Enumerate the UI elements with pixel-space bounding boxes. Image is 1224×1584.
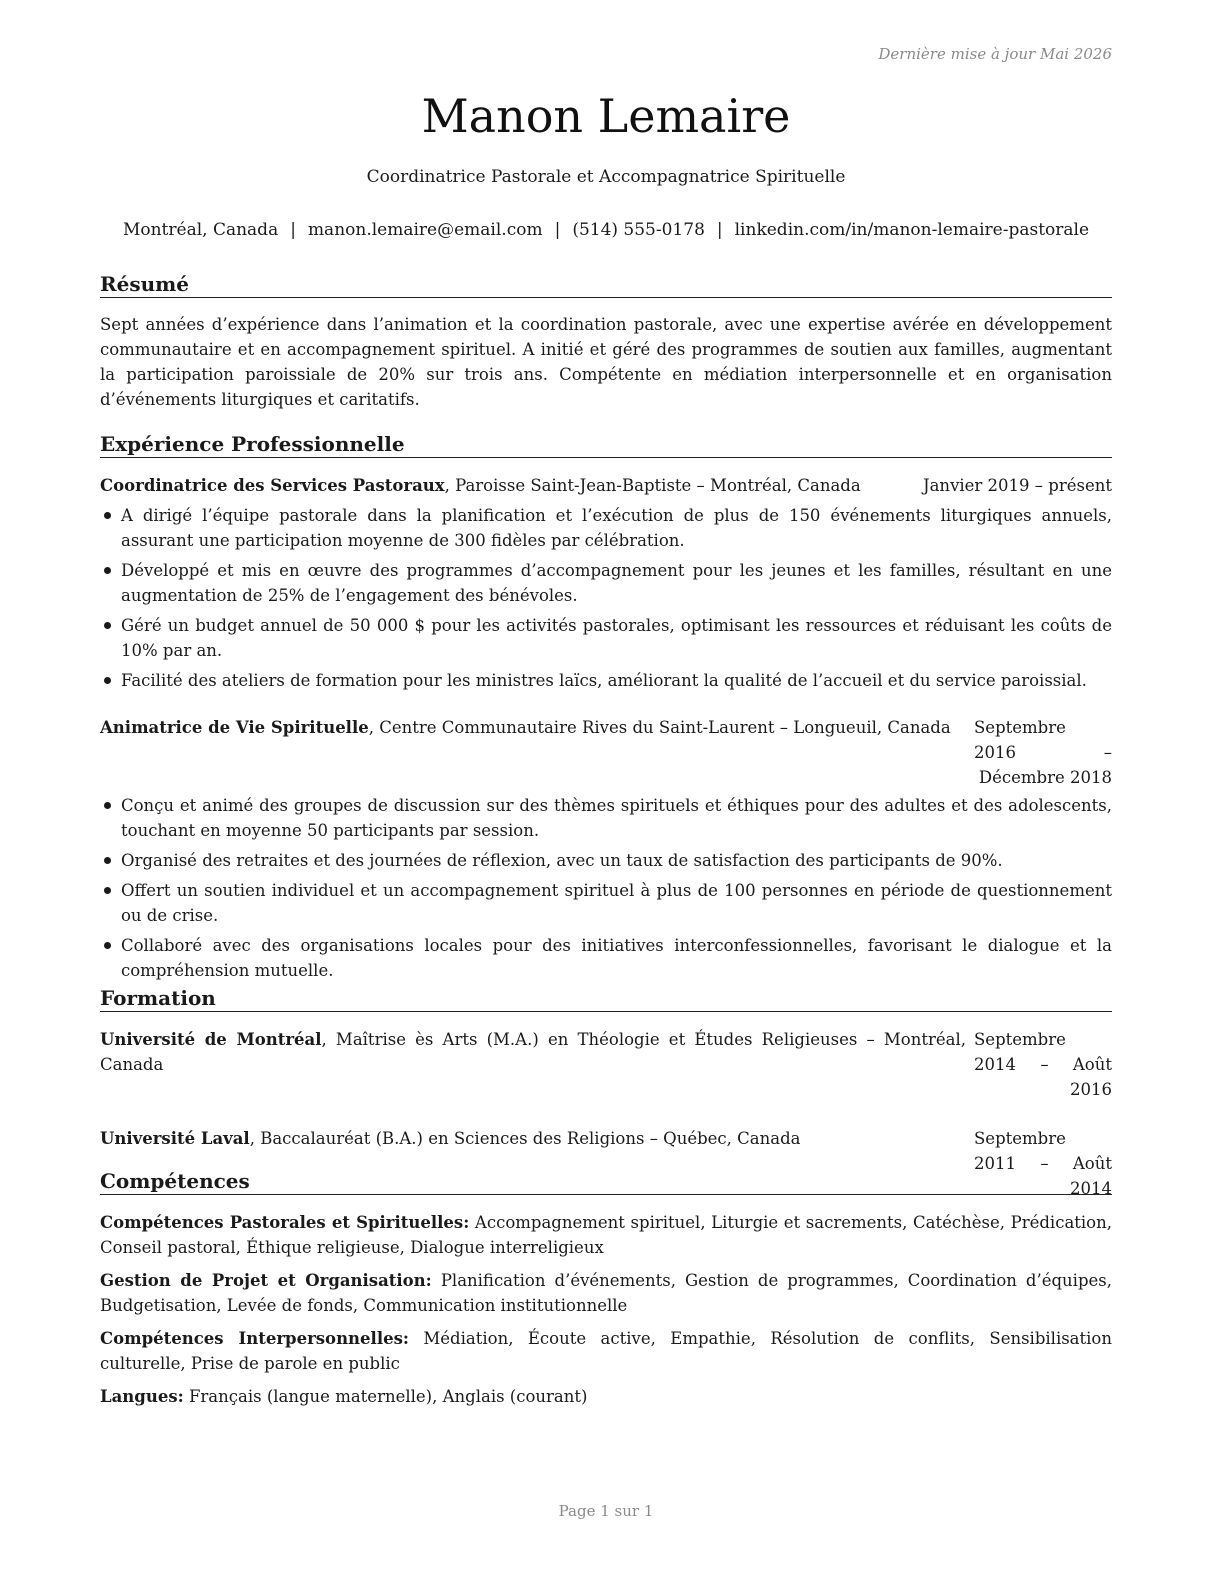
education-heading: Formation <box>100 986 1112 1012</box>
job-bullets <box>100 503 1112 693</box>
contact-phone: (514) 555-0178 <box>572 220 705 240</box>
education-dates: Septembre 2011 – Août 2014 <box>974 1129 1112 1198</box>
skill-group-items: Français (langue maternelle), Anglais (courant) <box>183 1387 588 1406</box>
job-role: Coordinatrice des Services Pastoraux <box>100 476 445 495</box>
education-entry <box>100 1027 1112 1102</box>
list-item: Offert un soutien individuel et un accompagnement spirituel à plus de 100 personnes en période de questionnement ou de crise. <box>100 878 1112 928</box>
list-item: Organisé des retraites et des journées de réflexion, avec un taux de satisfaction des participants de 90%. <box>100 848 1112 873</box>
contact-separator: | <box>554 220 561 240</box>
skill-group-items: Médiation, Écoute active, Empathie, Résolution de conflits, Sensibilisation culturelle, Prise de parole en public <box>100 1329 1112 1373</box>
list-item: A dirigé l’équipe pastorale dans la planification et l’exécution de plus de 150 événements liturgiques annuels, assurant une participation moyenne de 300 fidèles par célébration. <box>100 503 1112 553</box>
skill-group-label: Langues: <box>100 1387 184 1406</box>
skill-group <box>100 1268 1112 1318</box>
job-organization: , Centre Communautaire Rives du Saint-Laurent – Longueuil, Canada <box>368 718 951 737</box>
contact-line <box>100 220 1112 240</box>
skill-group-label: Gestion de Projet et Organisation: <box>100 1271 432 1290</box>
contact-location: Montréal, Canada <box>122 220 279 240</box>
candidate-title: Coordinatrice Pastorale et Accompagnatrice Spirituelle <box>366 167 846 187</box>
education-school: Université Laval <box>100 1129 250 1148</box>
resume-page <box>100 0 1112 1584</box>
skill-group-label: Compétences Pastorales et Spirituelles: <box>100 1213 470 1232</box>
list-item: Facilité des ateliers de formation pour les ministres laïcs, améliorant la qualité de l’accueil et du service paroissial. <box>100 668 1112 693</box>
skill-group-items: Planification d’événements, Gestion de programmes, Coordination d’équipes, Budgetisation, Levée de fonds, Communication institutionnelle <box>100 1271 1112 1315</box>
experience-heading: Expérience Professionnelle <box>100 432 1112 458</box>
skill-group-label: Compétences Interpersonnelles: <box>100 1329 409 1348</box>
education-title-line <box>100 1027 966 1077</box>
job-title-line <box>100 715 966 740</box>
list-item: Développé et mis en œuvre des programmes d’accompagnement pour les jeunes et les familles, résultant en une augmentation de 25% de l’engagement des bénévoles. <box>100 558 1112 608</box>
summary-section <box>100 272 1112 412</box>
experience-section <box>100 432 1112 988</box>
job-role: Animatrice de Vie Spirituelle <box>100 718 369 737</box>
contact-separator: | <box>290 220 296 240</box>
skills-heading: Compétences <box>100 1169 1112 1195</box>
job-bullets <box>100 793 1112 983</box>
contact-email[interactable]: manon.lemaire@email.com <box>307 220 543 240</box>
education-dates: Septembre 2014 – Août 2016 <box>974 1030 1112 1099</box>
job-title-line <box>100 473 915 498</box>
contact-linkedin[interactable]: linkedin.com/in/manon-lemaire-pastorale <box>734 220 1090 240</box>
contact-separator: | <box>716 220 723 240</box>
skill-group <box>100 1210 1112 1260</box>
list-item: Géré un budget annuel de 50 000 $ pour les activités pastorales, optimisant les ressources et réduisant les coûts de 10% par an. <box>100 613 1112 663</box>
skill-group <box>100 1384 1112 1409</box>
candidate-name: Manon Lemaire <box>421 89 791 143</box>
job-header <box>100 715 1112 790</box>
education-detail: , Maîtrise ès Arts (M.A.) en Théologie et Études Religieuses – Montréal, Canada <box>100 1030 966 1074</box>
education-detail: , Baccalauréat (B.A.) en Sciences des Religions – Québec, Canada <box>249 1129 801 1148</box>
job-dates: Septembre 2016 – Décembre 2018 <box>974 718 1112 787</box>
job-entry <box>100 715 1112 983</box>
job-dates: Janvier 2019 – présent <box>922 476 1112 495</box>
skills-section <box>100 1169 1112 1417</box>
skill-group <box>100 1326 1112 1376</box>
page-number: Page 1 sur 1 <box>558 1502 654 1520</box>
job-entry <box>100 473 1112 693</box>
education-school: Université de Montréal <box>100 1030 322 1049</box>
job-organization: , Paroisse Saint-Jean-Baptiste – Montréal, Canada <box>444 476 861 495</box>
list-item: Conçu et animé des groupes de discussion sur des thèmes spirituels et éthiques pour des adultes et des adolescents, touchant en moyenne 50 participants par session. <box>100 793 1112 843</box>
summary-heading: Résumé <box>100 272 1112 298</box>
last-updated-note: Dernière mise à jour Mai 2026 <box>878 45 1112 63</box>
summary-text: Sept années d’expérience dans l’animation et la coordination pastorale, avec une expertise avérée en développement communautaire et en accompagnement spirituel. A initié et géré des programmes de soutien aux familles, augmentant la participation paroissiale de 20% sur trois ans. Compétente en médiation interpersonnelle et en organisation d’événements liturgiques et caritatifs. <box>100 315 1112 409</box>
list-item: Collaboré avec des organisations locales pour des initiatives interconfessionnelles, favorisant le dialogue et la compréhension mutuelle. <box>100 933 1112 983</box>
education-title-line <box>100 1126 966 1151</box>
skill-group-items: Accompagnement spirituel, Liturgie et sacrements, Catéchèse, Prédication, Conseil pastoral, Éthique religieuse, Dialogue interreligieux <box>100 1213 1112 1257</box>
job-header <box>100 473 1112 498</box>
